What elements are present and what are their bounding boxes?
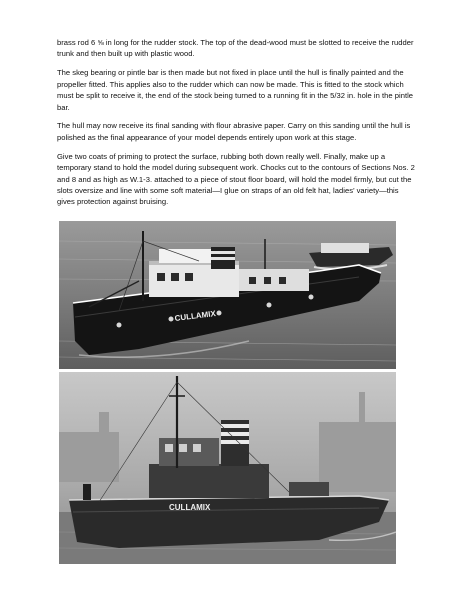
paragraph-2: The skeg bearing or pintle bar is then made but not fixed in place until the hull is finally painted and the propeller fitted. This applies also to the rudder which can now be made. This is fitted to the stock which must be split to receive it, the end of the stock being turned to a running fit in the 5/32 in. hole in the pintle bar. [57, 68, 414, 112]
top-hull-lettering: CULLAMIX [174, 309, 217, 323]
bottom-hull-lettering: CULLAMIX [169, 503, 211, 512]
paragraph-4: Give two coats of priming to protect the surface, rubbing both down really well. Finally, make up a temporary stand to hold the model during subsequent work. Chocks cut to the contours of Sections Nos. 2 and 8 and as high as W.1-3. attached to a piece of stout floor board, will hold the model firmly, but cut the slots oversize and line with some soft material—I glue on straps of an old felt hat, ladies’ variety—this gives protection against bruising. [57, 151, 415, 207]
model-tug-image [59, 221, 396, 369]
paragraph-3: The hull may now receive its final sanding with flour abrasive paper. Carry on this sanding until the hull is polished as the final appearance of your model depends entirely upon work at this stage. [57, 121, 411, 142]
paragraph-1: brass rod 6 ⅝ in long for the rudder stock. The top of the dead-wood must be slotted to receive the rudder trunk and then built up with plastic wood. [57, 38, 414, 59]
model-tug-photo [59, 221, 396, 369]
body-text [57, 37, 417, 215]
real-tug-image [59, 372, 396, 564]
real-tug-photo [59, 372, 396, 564]
